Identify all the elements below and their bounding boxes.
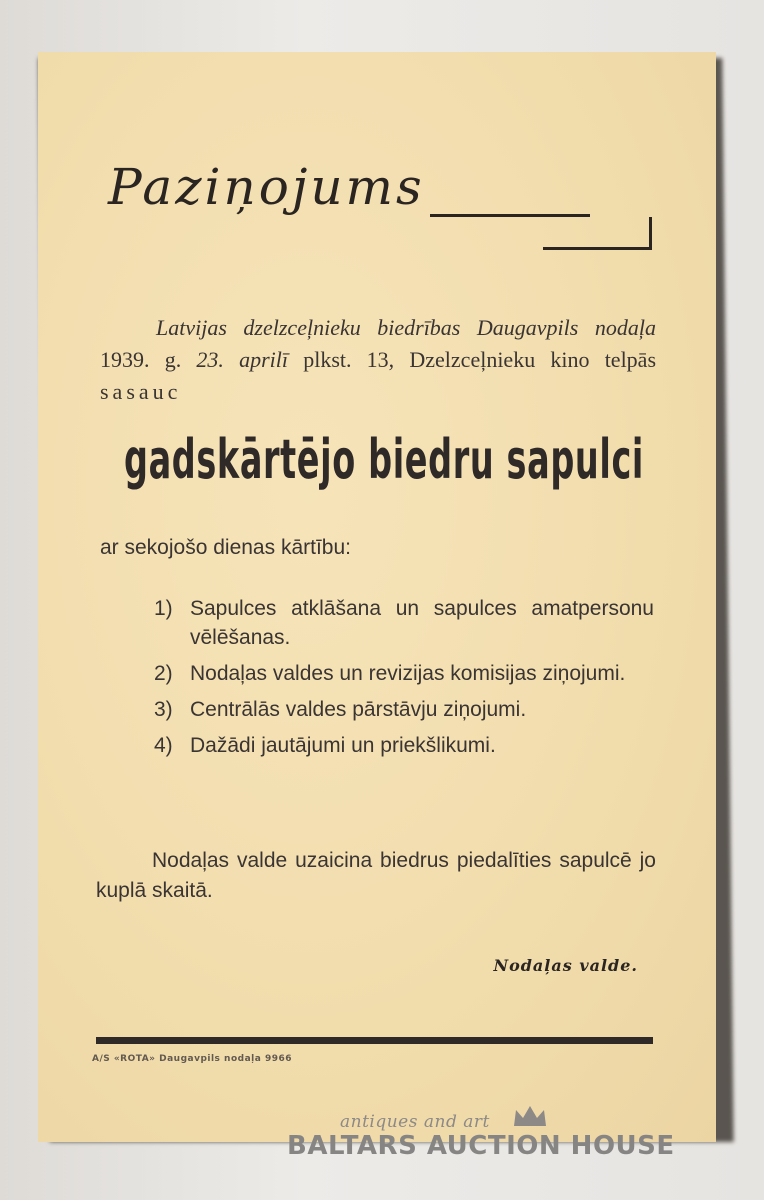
intro-convenes: sasauc xyxy=(100,379,182,404)
watermark-tagline: antiques and art xyxy=(340,1112,490,1132)
agenda-item-number: 2) xyxy=(154,662,173,685)
intro-time-place: plkst. 13, Dzelzceļnieku kino telpās xyxy=(303,347,657,372)
agenda-item-text: Sapulces atklāšana un sapulces amatpersonu vēlēšanas. xyxy=(190,597,654,649)
agenda-item-text: Dažādi jautājumi un priekšlikumi. xyxy=(190,734,496,757)
footer-rule xyxy=(96,1037,653,1044)
agenda-item-number: 1) xyxy=(154,597,173,620)
agenda-item-text: Centrālās valdes pārstāvju ziņojumi. xyxy=(190,698,527,721)
agenda-item xyxy=(154,659,654,688)
heading-flourish-hook xyxy=(543,217,652,250)
intro-year: 1939. g. xyxy=(100,347,182,372)
watermark-brand: BALTARS AUCTION HOUSE xyxy=(287,1131,675,1161)
intro-organization: Latvijas dzelzceļnieku biedrības Daugavpils nodaļa xyxy=(156,315,656,340)
meeting-title: gadskārtējo biedru sapulci xyxy=(124,428,645,491)
agenda-item-number: 4) xyxy=(154,734,173,757)
crown-icon xyxy=(512,1104,548,1128)
closing-text: Nodaļas valde uzaicina biedrus piedalīties sapulcē jo kuplā skaitā. xyxy=(96,849,656,902)
agenda-item-number: 3) xyxy=(154,698,173,721)
agenda-item xyxy=(154,594,654,652)
intro-paragraph xyxy=(100,312,656,408)
agenda-list xyxy=(154,594,654,767)
printer-imprint: A/S «ROTA» Daugavpils nodaļa 9966 xyxy=(92,1054,292,1064)
agenda-item xyxy=(154,695,654,724)
agenda-item-text: Nodaļas valdes un revizijas komisijas ziņojumi. xyxy=(190,662,626,685)
intro-date: 23. aprilī xyxy=(196,347,288,372)
notice-heading: Paziņojums xyxy=(108,158,425,216)
signature: Nodaļas valde. xyxy=(493,956,638,975)
agenda-item xyxy=(154,731,654,760)
closing-paragraph xyxy=(96,846,656,906)
agenda-intro: ar sekojošo dienas kārtību: xyxy=(100,536,351,559)
